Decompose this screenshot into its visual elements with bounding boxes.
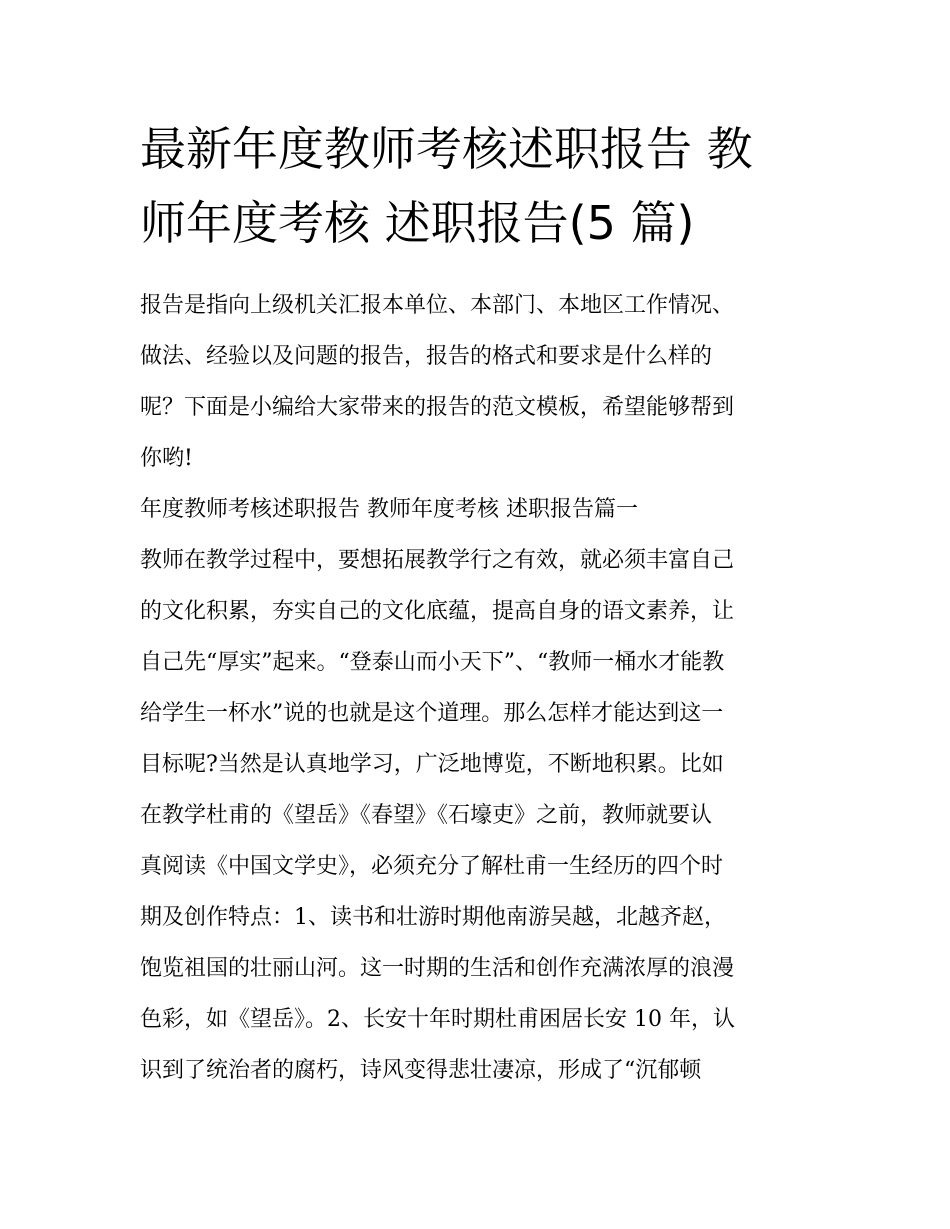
text-line: 识到了统治者的腐朽，诗风变得悲壮凄凉，形成了“沉郁顿: [140, 1058, 702, 1083]
text-line: 在教学杜甫的《望岳》《春望》《石壕吏》之前，教师就要认: [140, 803, 713, 828]
text-line: 呢？下面是小编给大家带来的报告的范文模板，希望能够帮到: [140, 395, 735, 420]
text-line: 自己先“厚实”起来。“登泰山而小天下”、“教师一桶水才能教: [140, 650, 725, 675]
text-line: 真阅读《中国文学史》，必须充分了解杜甫一生经历的四个时: [140, 854, 724, 879]
document-body: [140, 280, 820, 1096]
text-line: 你哟!: [140, 446, 193, 471]
text-line: 的文化积累，夯实自己的文化底蕴，提高自身的语文素养，让: [140, 599, 735, 624]
text-line: 报告是指向上级机关汇报本单位、本部门、本地区工作情况、: [140, 293, 735, 318]
title-line: 最新年度教师考核述职报告 教: [140, 122, 753, 176]
text-line: 给学生一杯水”说的也就是这个道理。那么怎样才能达到这一: [140, 701, 724, 726]
text-line: 饱览祖国的壮丽山河。这一时期的生活和创作充满浓厚的浪漫: [140, 956, 735, 981]
section-heading: 年度教师考核述职报告 教师年度考核 述职报告篇一: [140, 497, 638, 522]
text-line: 期及创作特点：1、读书和壮游时期他南游吴越，北越齐赵，: [140, 905, 726, 930]
text-line: 目标呢?当然是认真地学习，广泛地博览，不断地积累。比如: [140, 752, 724, 777]
text-line: 做法、经验以及问题的报告，报告的格式和要求是什么样的: [140, 344, 713, 369]
document-title: [140, 112, 820, 260]
text-line: 教师在教学过程中，要想拓展教学行之有效，就必须丰富自己: [140, 548, 735, 573]
title-line: 师年度考核 述职报告(5 篇): [140, 196, 695, 250]
text-line: 色彩，如《望岳》。2、长安十年时期杜甫困居长安 10 年，认: [140, 1007, 735, 1032]
